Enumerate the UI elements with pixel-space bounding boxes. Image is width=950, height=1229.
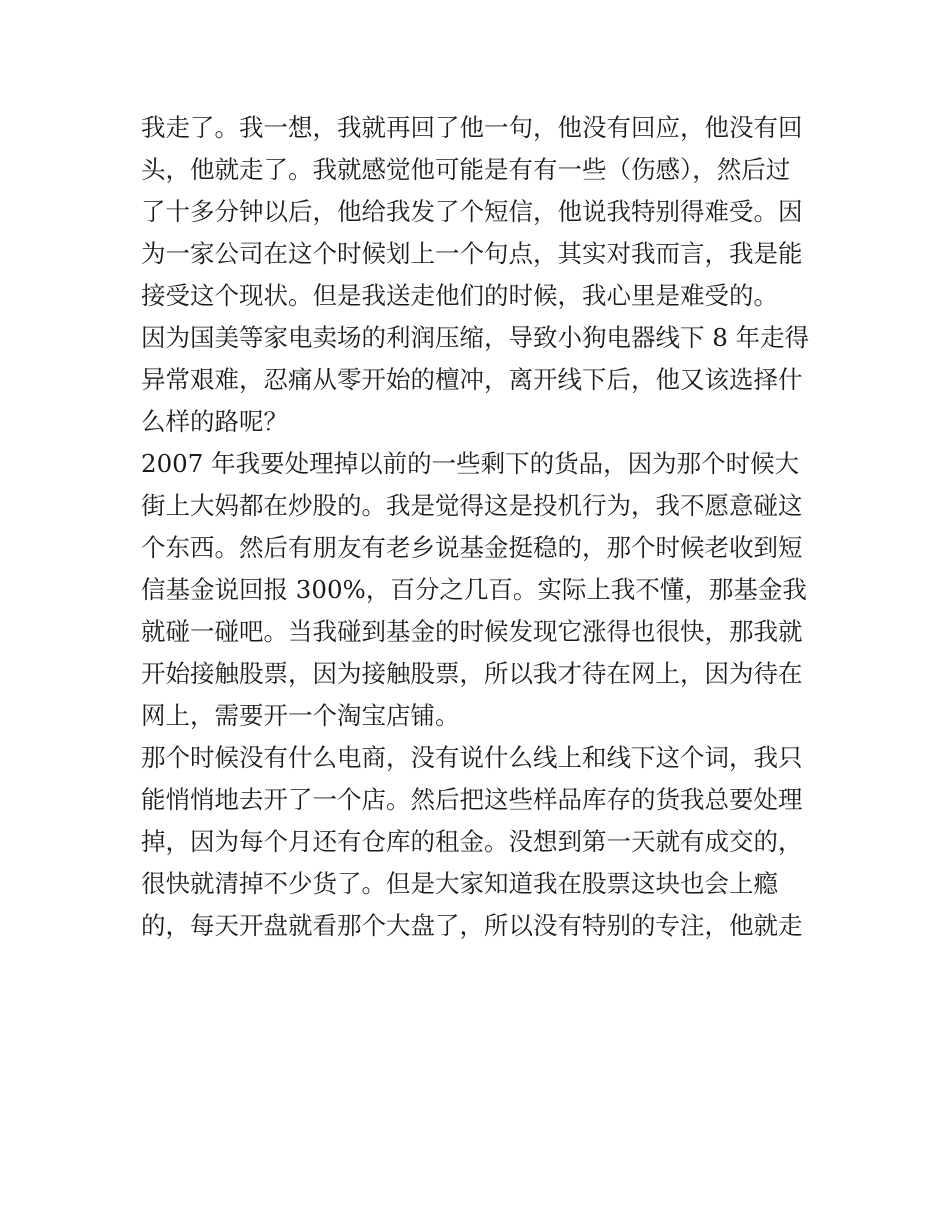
text-line: 开始接触股票，因为接触股票，所以我才待在网上，因为待在	[141, 659, 803, 688]
text-line: 了十多分钟以后，他给我发了个短信，他说我特别得难受。因	[141, 197, 803, 226]
document-body	[141, 107, 821, 947]
paragraph-3	[141, 443, 821, 737]
text-line: 异常艰难，忍痛从零开始的檀冲，离开线下后，他又该选择什	[141, 365, 803, 394]
text-line: 2007 年我要处理掉以前的一些剩下的货品，因为那个时候大	[141, 449, 800, 478]
text-line: 因为国美等家电卖场的利润压缩，导致小狗电器线下 8 年走得	[141, 323, 810, 352]
text-line: 掉，因为每个月还有仓库的租金。没想到第一天就有成交的，	[141, 827, 803, 856]
text-line: 能悄悄地去开了一个店。然后把这些样品库存的货我总要处理	[141, 785, 803, 814]
paragraph-2	[141, 317, 821, 443]
text-line: 很快就清掉不少货了。但是大家知道我在股票这块也会上瘾	[141, 869, 778, 898]
paragraph-4	[141, 737, 821, 947]
text-line: 就碰一碰吧。当我碰到基金的时候发现它涨得也很快，那我就	[141, 617, 803, 646]
text-line: 那个时候没有什么电商，没有说什么线上和线下这个词，我只	[141, 743, 803, 772]
text-line: 为一家公司在这个时候划上一个句点，其实对我而言，我是能	[141, 239, 803, 268]
text-line: 网上，需要开一个淘宝店铺。	[141, 701, 460, 730]
text-line: 街上大妈都在炒股的。我是觉得这是投机行为，我不愿意碰这	[141, 491, 803, 520]
text-line: 个东西。然后有朋友有老乡说基金挺稳的，那个时候老收到短	[141, 533, 803, 562]
text-line: 么样的路呢？	[141, 407, 288, 436]
text-line: 的，每天开盘就看那个大盘了，所以没有特别的专注，他就走	[141, 911, 803, 940]
text-line: 接受这个现状。但是我送走他们的时候，我心里是难受的。	[141, 281, 778, 310]
text-line: 头，他就走了。我就感觉他可能是有有一些（伤感），然后过	[141, 155, 791, 184]
text-line: 信基金说回报 300%，百分之几百。实际上我不懂，那基金我	[141, 575, 807, 604]
text-line: 我走了。我一想，我就再回了他一句，他没有回应，他没有回	[141, 113, 803, 142]
paragraph-1	[141, 107, 821, 317]
